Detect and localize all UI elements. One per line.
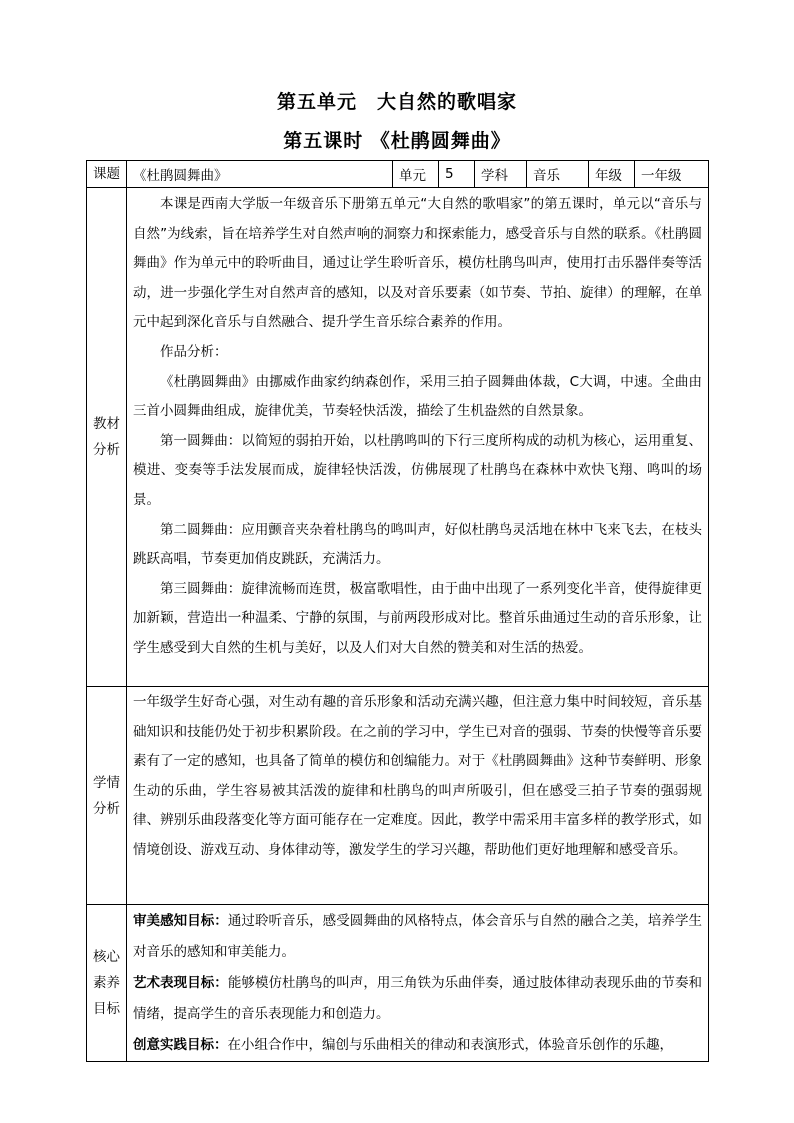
unit-value: 5 (439, 161, 475, 188)
goal-item (133, 906, 702, 968)
goal-name: 审美感知目标： (133, 913, 228, 929)
textbook-analysis-row (87, 188, 709, 687)
textbook-analysis-content (127, 188, 709, 687)
unit-label: 单元 (393, 161, 439, 188)
goal-item (133, 968, 702, 1030)
subject-label: 学科 (475, 161, 527, 188)
textbook-paragraph: 第二圆舞曲：应用颤音夹杂着杜鹃鸟的鸣叫声，好似杜鹃鸟灵活地在林中飞来飞去，在枝头跳跃高唱，节奏更加俏皮跳跃，充满活力。 (133, 521, 702, 568)
grade-value: 一年级 (635, 161, 709, 188)
learner-analysis-content (127, 687, 709, 905)
unit-title: 第五单元 大自然的歌唱家 (276, 91, 517, 113)
goal-text: 在小组合作中，编创与乐曲相关的律动和表演形式，体验音乐创作的乐趣， (227, 1037, 673, 1053)
textbook-paragraph: 作品分析： (160, 343, 228, 360)
learner-analysis-row (87, 687, 709, 905)
topic-value: 《杜鹃圆舞曲》 (127, 161, 393, 188)
goal-text: 通过聆听音乐，感受圆舞曲的风格特点，体会音乐与自然的融合之美，培养学生对音乐的感知和审美能力。 (133, 913, 703, 960)
goal-name: 艺术表现目标： (133, 975, 228, 991)
topic-label: 课题 (87, 161, 127, 188)
core-goals-content (127, 905, 709, 1062)
lesson-plan-table (86, 160, 709, 1062)
learner-paragraph: 一年级学生好奇心强，对生动有趣的音乐形象和活动充满兴趣，但注意力集中时间较短，音乐基础知识和技能仍处于初步积累阶段。在之前的学习中，学生已对音的强弱、节奏的快慢等音乐要素有了一定的感知，也具备了简单的模仿和创编能力。对于《杜鹃圆舞曲》这种节奏鲜明、形象生动的乐曲，学生容易被其活泼的旋律和杜鹃鸟的叫声所吸引，但在感受三拍子节奏的强弱规律、辨别乐曲段落变化等方面可能存在一定难度。因此，教学中需采用丰富多样的教学形式，如情境创设、游戏互动、身体律动等，激发学生的学习兴趣，帮助他们更好地理解和感受音乐。 (133, 694, 702, 858)
learner-analysis-label: 学情 分析 (87, 687, 127, 905)
textbook-paragraph: 第一圆舞曲：以简短的弱拍开始，以杜鹃鸣叫的下行三度所构成的动机为核心，运用重复、模进、变奏等手法发展而成，旋律轻快活泼，仿佛展现了杜鹃鸟在森林中欢快飞翔、鸣叫的场景。 (133, 432, 702, 508)
goal-text: 能够模仿杜鹃鸟的叫声，用三角铁为乐曲伴奏，通过肢体律动表现乐曲的节奏和情绪，提高学生的音乐表现能力和创造力。 (133, 975, 703, 1022)
textbook-paragraph: 第三圆舞曲：旋律流畅而连贯，极富歌唱性，由于曲中出现了一系列变化半音，使得旋律更加新颖，营造出一种温柔、宁静的氛围，与前两段形成对比。整首乐曲通过生动的音乐形象，让学生感受到大自然的生机与美好，以及人们对大自然的赞美和对生活的热爱。 (133, 580, 702, 656)
core-goals-row (87, 905, 709, 1062)
header-row (87, 161, 709, 188)
core-goals-label: 核心 素养 目标 (87, 905, 127, 1062)
textbook-analysis-label: 教材 分析 (87, 188, 127, 687)
goal-item (133, 1030, 702, 1061)
lesson-title: 第五课时 《杜鹃圆舞曲》 (283, 130, 511, 152)
textbook-paragraph: 本课是西南大学版一年级音乐下册第五单元“大自然的歌唱家”的第五课时，单元以“音乐与自然”为线索，旨在培养学生对自然声响的洞察力和探索能力，感受音乐与自然的联系。《杜鹃圆舞曲》作为单元中的聆听曲目，通过让学生聆听音乐，模仿杜鹃鸟叫声，使用打击乐器伴奏等活动，进一步强化学生对自然声音的感知，以及对音乐要素（如节奏、节拍、旋律）的理解，在单元中起到深化音乐与自然融合、提升学生音乐综合素养的作用。 (133, 196, 702, 331)
goal-name: 创意实践目标： (133, 1037, 228, 1053)
subject-value: 音乐 (527, 161, 589, 188)
grade-label: 年级 (589, 161, 635, 188)
textbook-paragraph: 《杜鹃圆舞曲》由挪威作曲家约纳森创作，采用三拍子圆舞曲体裁，C大调，中速。全曲由三首小圆舞曲组成，旋律优美，节奏轻快活泼，描绘了生机盎然的自然景象。 (133, 373, 702, 420)
